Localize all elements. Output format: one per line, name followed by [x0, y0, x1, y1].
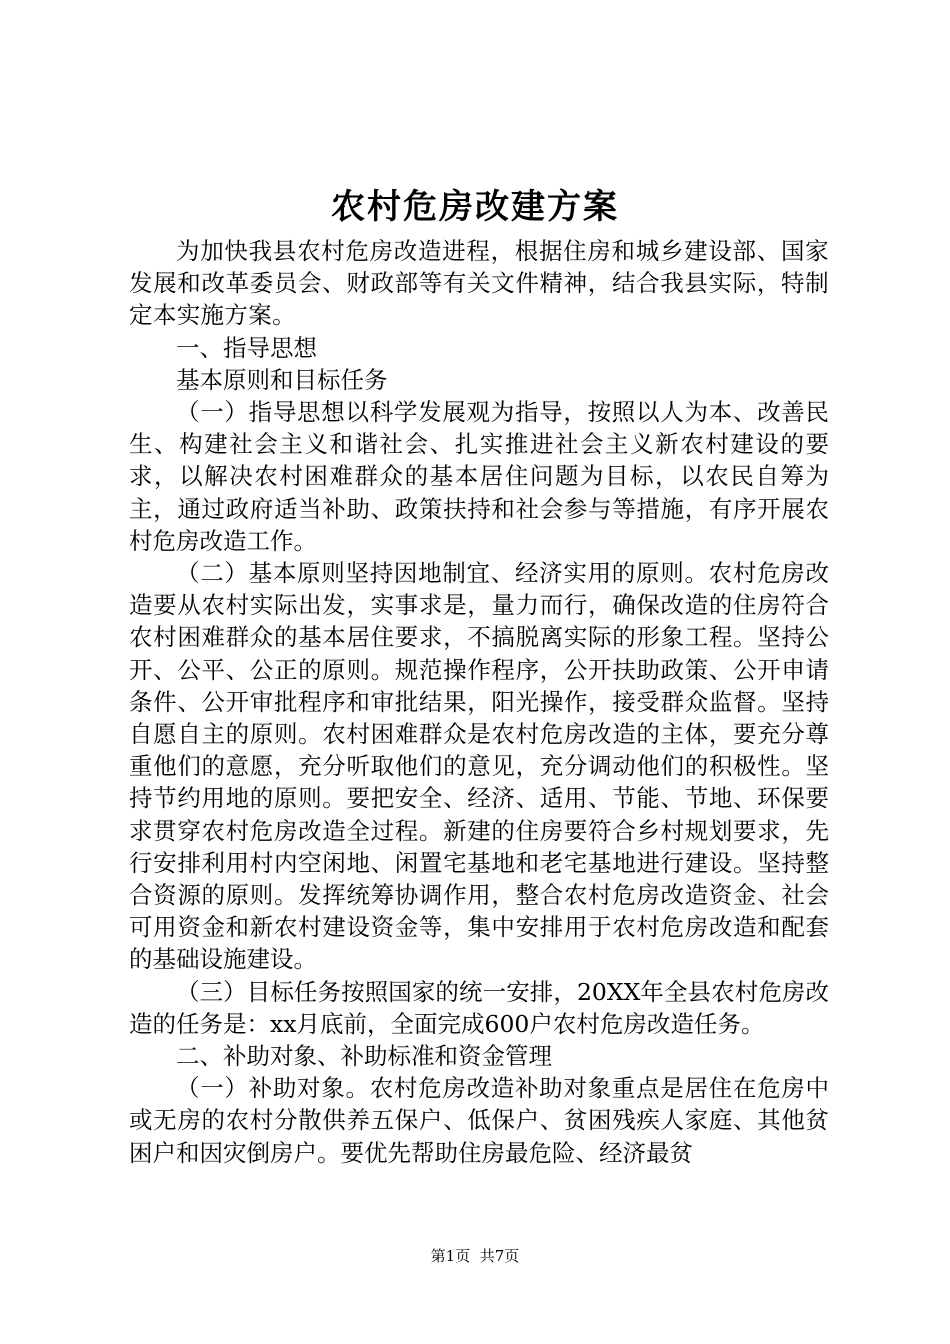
paragraph-guiding-ideology: （一）指导思想以科学发展观为指导，按照以人为本、改善民生、构建社会主义和谐社会、扎实推进社会主义新农村建设的要求，以解决农村困难群众的基本居住问题为目标，以农民自筹为主，通过政府适当补助、政策扶持和社会参与等措施，有序开展农村危房改造工作。 — [129, 398, 829, 555]
heading-principles-goals: 基本原则和目标任务 — [176, 365, 388, 394]
paragraph-goals-tasks: （三）目标任务按照国家的统一安排，20XX年全县农村危房改造的任务是：xx月底前，全面完成600户农村危房改造任务。 — [129, 977, 829, 1038]
heading-subsidy: 二、补助对象、补助标准和资金管理 — [176, 1042, 552, 1071]
heading-guiding-ideology: 一、指导思想 — [176, 333, 317, 362]
page-total: 共7页 — [479, 1247, 520, 1265]
page-footer — [0, 1246, 950, 1266]
document-body — [129, 235, 829, 1169]
paragraph-subsidy-targets: （一）补助对象。农村危房改造补助对象重点是居住在危房中或无房的农村分散供养五保户、低保户、贫困残疾人家庭、其他贫困户和因灾倒房户。要优先帮助住房最危险、经济最贫 — [129, 1074, 829, 1167]
page-number: 第1页 — [430, 1247, 471, 1265]
document-title: 农村危房改建方案 — [331, 187, 619, 227]
paragraph-intro: 为加快我县农村危房改造进程，根据住房和城乡建设部、国家发展和改革委员会、财政部等有关文件精神，结合我县实际，特制定本实施方案。 — [129, 237, 829, 330]
paragraph-basic-principles: （二）基本原则坚持因地制宜、经济实用的原则。农村危房改造要从农村实际出发，实事求是，量力而行，确保改造的住房符合农村困难群众的基本居住要求，不搞脱离实际的形象工程。坚持公开、公平、公正的原则。规范操作程序，公开扶助政策、公开申请条件、公开审批程序和审批结果，阳光操作，接受群众监督。坚持自愿自主的原则。农村困难群众是农村危房改造的主体，要充分尊重他们的意愿，充分听取他们的意见，充分调动他们的积极性。坚持节约用地的原则。要把安全、经济、适用、节能、节地、环保要求贯穿农村危房改造全过程。新建的住房要符合乡村规划要求，先行安排利用村内空闲地、闲置宅基地和老宅基地进行建设。坚持整合资源的原则。发挥统筹协调作用，整合农村危房改造资金、社会可用资金和新农村建设资金等，集中安排用于农村危房改造和配套的基础设施建设。 — [129, 559, 829, 974]
